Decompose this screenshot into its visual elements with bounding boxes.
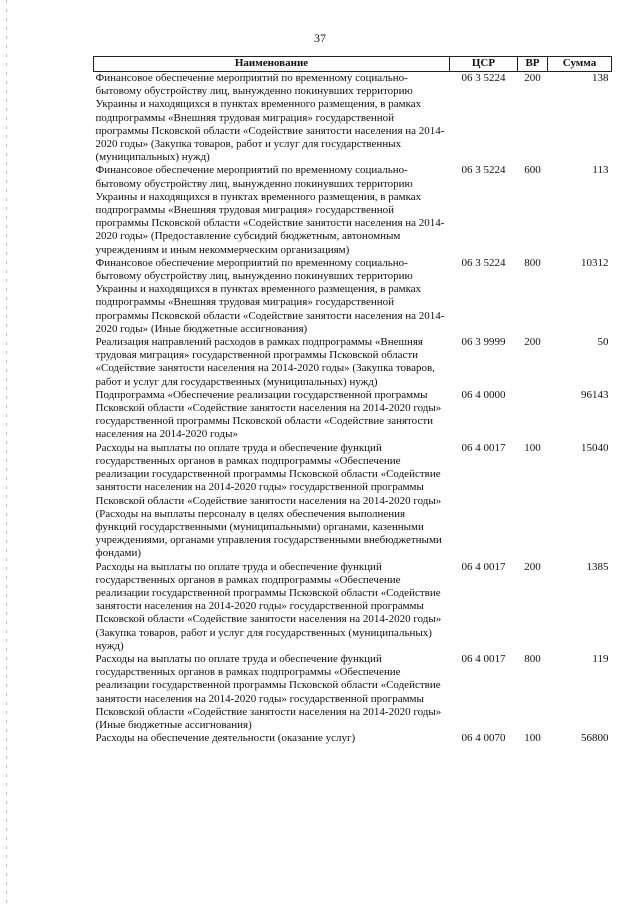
table-row <box>94 336 612 389</box>
row-name: Реализация направлений расходов в рамках подпрограммы «Внешняя трудовая миграция» государственной программы Псковской области «Содействие занятости населения на 2014-2020 годы» (Закупка товаров, работ и услуг для государственных (муниципальных) нужд) <box>95 336 435 388</box>
header-csr: ЦСР <box>450 57 518 72</box>
row-vr: 100 <box>524 732 541 745</box>
row-vr: 200 <box>524 560 541 573</box>
row-csr: 06 4 0017 <box>461 441 506 454</box>
row-name: Финансовое обеспечение мероприятий по временному социально-бытовому обустройству лиц, вынужденно покинувших территорию Украины и находящихся в пунктах временного размещения, в рамках подпрограммы «Внешняя трудовая миграция» государственной программы Псковской области «Содействие занятости населения на 2014-2020 годы» (Иные бюджетные ассигнования) <box>95 256 445 335</box>
row-vr: 200 <box>524 72 541 84</box>
row-vr: 200 <box>524 336 541 349</box>
table-row <box>94 72 612 165</box>
row-csr: 06 3 5224 <box>461 72 506 84</box>
row-sum: 15040 <box>581 441 609 454</box>
row-csr: 06 4 0017 <box>461 652 506 665</box>
header-name: Наименование <box>94 57 450 72</box>
row-csr: 06 4 0017 <box>461 560 506 573</box>
row-csr: 06 3 9999 <box>461 336 506 349</box>
table-row <box>94 164 612 256</box>
row-vr: 100 <box>524 441 541 454</box>
row-sum: 138 <box>592 72 609 84</box>
row-sum: 50 <box>597 336 609 349</box>
page-number: 37 <box>314 31 326 45</box>
row-sum: 1385 <box>586 560 609 573</box>
row-name: Финансовое обеспечение мероприятий по временному социально-бытовому обустройству лиц, вынужденно покинувших территорию Украины и находящихся в пунктах временного размещения, в рамках подпрограммы «Внешняя трудовая миграция» государственной программы Псковской области «Содействие занятости населения на 2014-2020 годы» (Закупка товаров, работ и услуг для государственных (муниципальных) нужд) <box>95 72 445 164</box>
row-vr: 800 <box>524 652 541 665</box>
row-vr: 600 <box>524 164 541 177</box>
row-csr: 06 4 0070 <box>461 732 506 745</box>
table-row <box>94 653 612 732</box>
header-sum: Сумма <box>548 57 612 72</box>
row-sum: 56800 <box>581 732 609 745</box>
row-sum: 119 <box>592 652 609 665</box>
table-row <box>94 442 612 561</box>
row-name: Расходы на обеспечение деятельности (оказание услуг) <box>95 732 356 745</box>
row-sum: 113 <box>592 164 609 177</box>
row-csr: 06 3 5224 <box>461 164 506 177</box>
row-csr: 06 3 5224 <box>461 256 506 269</box>
budget-table <box>93 56 612 745</box>
row-sum: 10312 <box>581 256 609 269</box>
table-row <box>94 732 612 745</box>
row-name: Расходы на выплаты по оплате труда и обеспечение функций государственных органов в рамках подпрограммы «Обеспечение реализации государственной программы Псковской области «Содействие занятости населения на 2014-2020 годы» государственной программы Псковской области «Содействие занятости населения на 2014-2020 годы» (Расходы на выплаты персоналу в целях обеспечения выполнения функций государственными (муниципальными) органами, казенными учреждениями, органами управления государственными внебюджетными фондами) <box>95 441 442 560</box>
table-header-row <box>94 57 612 72</box>
row-csr: 06 4 0000 <box>461 388 506 401</box>
row-sum: 96143 <box>581 388 609 401</box>
row-name: Подпрограмма «Обеспечение реализации государственной программы Псковской области «Содействие занятости населения на 2014-2020 годы» государственной программы Псковской области «Содействие занятости населения на 2014-2020 годы» <box>95 388 442 441</box>
table-row <box>94 257 612 336</box>
row-name: Расходы на выплаты по оплате труда и обеспечение функций государственных органов в рамках подпрограммы «Обеспечение реализации государственной программы Псковской области «Содействие занятости населения на 2014-2020 годы» государственной программы Псковской области «Содействие занятости населения на 2014-2020 годы» (Иные бюджетные ассигнования) <box>95 652 442 731</box>
scan-margin-line <box>6 0 7 905</box>
table-row <box>94 389 612 442</box>
table-row <box>94 561 612 653</box>
row-name: Расходы на выплаты по оплате труда и обеспечение функций государственных органов в рамках подпрограммы «Обеспечение реализации государственной программы Псковской области «Содействие занятости населения на 2014-2020 годы» государственной программы Псковской области «Содействие занятости населения на 2014-2020 годы» (Закупка товаров, работ и услуг для государственных (муниципальных) нужд) <box>95 560 442 652</box>
row-vr: 800 <box>524 256 541 269</box>
row-name: Финансовое обеспечение мероприятий по временному социально-бытовому обустройству лиц, вынужденно покинувших территорию Украины и находящихся в пунктах временного размещения, в рамках подпрограммы «Внешняя трудовая миграция» государственной программы Псковской области «Содействие занятости населения на 2014-2020 годы» (Предоставление субсидий бюджетным, автономным учреждениям и иным некоммерческим организациям) <box>95 164 445 256</box>
header-vr: ВР <box>518 57 548 72</box>
row-vr <box>518 389 548 442</box>
